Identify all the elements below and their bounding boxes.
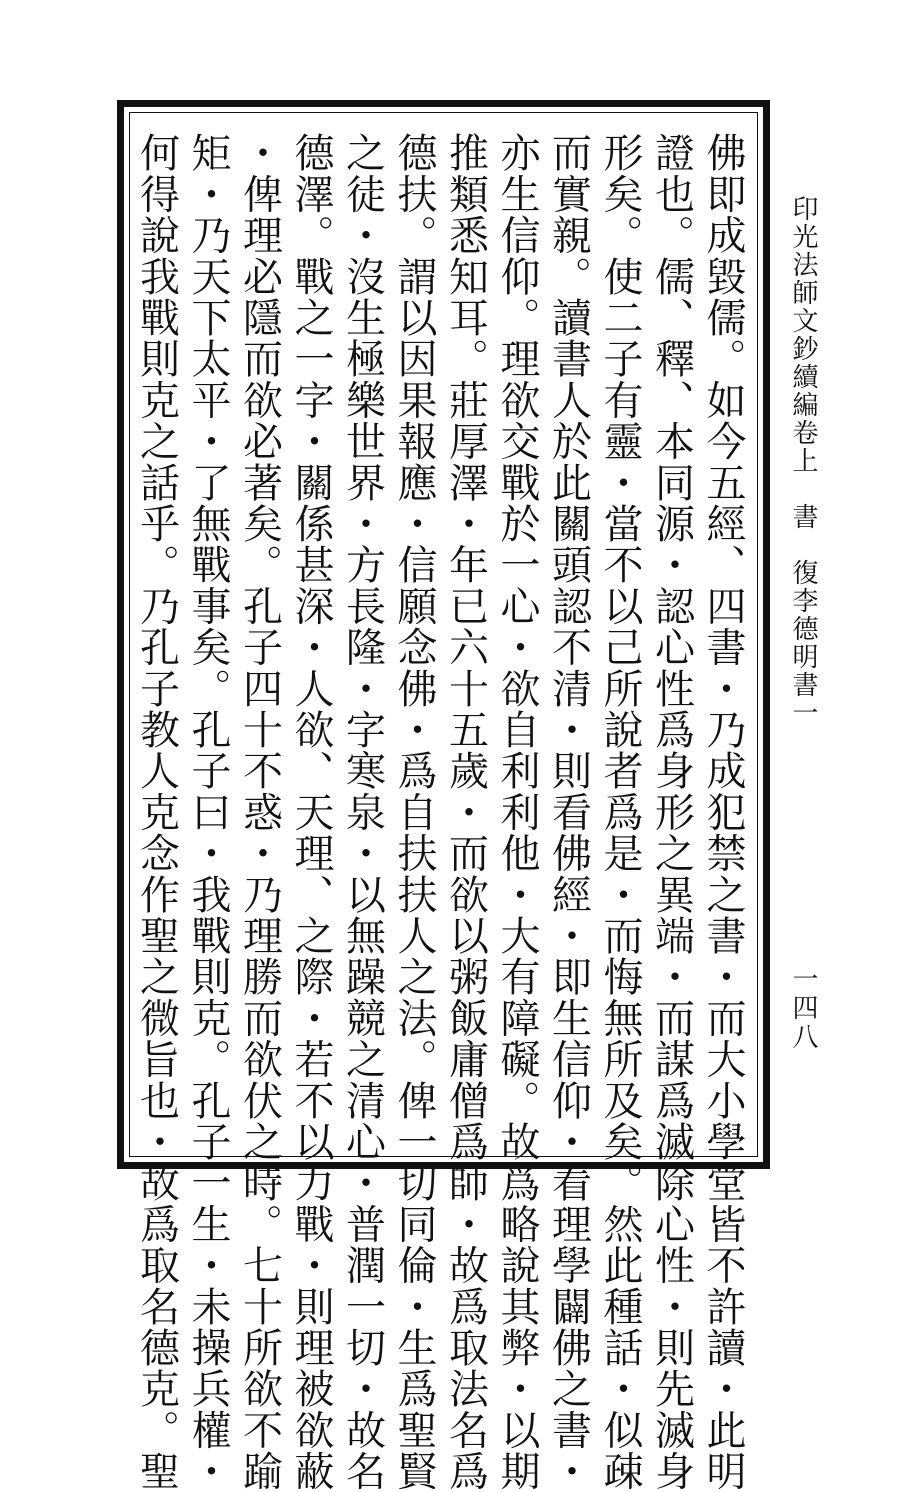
text-column: 推類悉知耳。莊厚澤・年已六十五歲・而欲以粥飯庸僧爲師・故爲取法名爲 [442,132,489,1492]
text-column: 德扶。謂以因果報應・信願念佛・爲自扶扶人之法。俾一切同倫・生爲聖賢 [391,132,437,1492]
running-header-title: 印光法師文鈔續編卷上 書 復李德明書一 [788,195,818,727]
page-number: 一四八 [788,965,818,1052]
text-column: 形矣。使二子有靈・當不以己所說者爲是・而悔無所及矣。然此種話・似疎 [597,132,643,1492]
text-column: 而實親。讀書人於此關頭認不清・則看佛經・即生信仰・看理學闢佛之書・ [545,132,592,1492]
text-column: 之徒・沒生極樂世界・方長隆・字寒泉・以無躁競之清心・普潤一切・故名 [339,132,386,1492]
text-column: 德澤。戰之一字・關係甚深・人欲、天理、之際・若不以力戰・則理被欲蔽 [288,132,334,1492]
text-column: 矩・乃天下太平・了無戰事矣。孔子曰・我戰則克。孔子一生・未操兵權・ [185,132,231,1492]
text-column: 亦生信仰。理欲交戰於一心・欲自利利他・大有障礙。故爲略說其弊・以期 [494,132,540,1492]
text-column: ・俾理必隱而欲必著矣。孔子四十不惑・乃理勝而欲伏之時。七十所欲不踰 [236,132,283,1492]
text-column: 證也。儒、釋、本同源・認心性爲身形之異端・而謀爲滅除心性・則先滅身 [648,132,695,1492]
text-column: 何得說我戰則克之話乎。乃孔子教人克念作聖之微旨也・故爲取名德克。聖 [133,132,180,1492]
text-column: 佛即成毀儒。如今五經、四書・乃成犯禁之書・而大小學堂皆不許讀・此明 [700,132,746,1492]
main-text-block [133,132,748,1492]
